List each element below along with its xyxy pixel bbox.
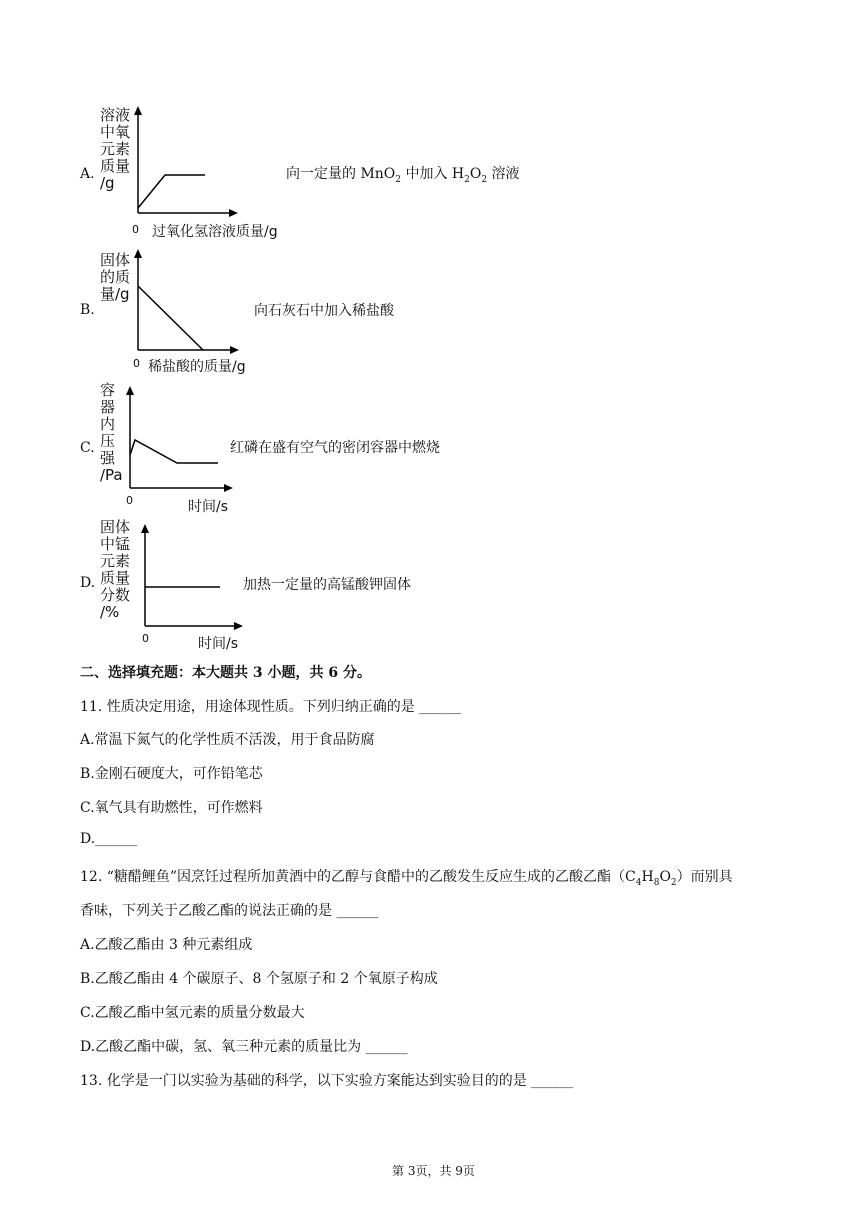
graph-b-origin: 0	[133, 357, 140, 370]
graph-d-x-arrow	[234, 622, 243, 630]
option-b-label: B.	[80, 302, 95, 318]
q12-stem-line2: 香味，下列关于乙酸乙酯的说法正确的是 ______	[80, 903, 379, 919]
q11-stem: 11. 性质决定用途，用途体现性质。下列归纳正确的是 ______	[80, 699, 462, 715]
graph-c-y-arrow	[126, 386, 134, 395]
graph-d-description: 加热一定量的高锰酸钾固体	[243, 577, 411, 593]
graph-a-ylabel: 溶液 中氧 元素 质量 /g	[100, 106, 131, 192]
graph-b-description: 向石灰石中加入稀盐酸	[254, 303, 394, 319]
section-heading: 二、选择填充题：本大题共 3 小题，共 6 分。	[80, 665, 371, 681]
graph-c-description: 红磷在盛有空气的密闭容器中燃烧	[230, 440, 440, 456]
graph-b-ylabel: 固体 的质 量/g	[100, 251, 131, 303]
graph-d-origin: 0	[142, 632, 149, 645]
graph-d-xlabel: 时间/s	[198, 636, 239, 652]
q12-stem-line1: 12. “糖醋鲤鱼”因烹饪过程所加黄酒中的乙醇与食醋中的乙酸发生反应生成的乙酸乙酯$(C_4H_8O_2)$而别具	[80, 869, 733, 888]
graph-b-curve	[138, 286, 203, 350]
graph-a-origin: 0	[132, 223, 139, 236]
page-footer: 第 3页，共 9页	[392, 1164, 475, 1178]
q11-option-a: A.常温下氮气的化学性质不活泼，用于食品防腐	[80, 732, 375, 748]
graph-c-origin: 0	[126, 494, 133, 507]
graph-c-ylabel: 容 器 内 压 强 /Pa	[100, 381, 123, 484]
q11-option-d: D.______	[80, 831, 138, 847]
graph-c-xlabel: 时间/s	[188, 499, 229, 515]
option-d-label: D.	[80, 575, 96, 591]
graph-c-x-arrow	[224, 484, 233, 492]
graph-a-y-arrow	[134, 106, 142, 115]
q12-option-a: A.乙酸乙酯由 3 种元素组成	[80, 937, 253, 953]
graph-a-x-arrow	[229, 209, 238, 217]
option-a-label: A.	[80, 166, 95, 182]
q11-option-b: B.金刚石硬度大，可作铅笔芯	[80, 766, 263, 782]
q12-option-c: C.乙酸乙酯中氢元素的质量分数最大	[80, 1005, 305, 1021]
q11-option-c: C.氧气具有助燃性，可作燃料	[80, 800, 263, 816]
graph-a-description: 向一定量的 MnO$_2$ 中加入 $H_2O_2$ 溶液	[286, 166, 520, 185]
graph-d-ylabel: 固体 中锰 元素 质量 分数 /%	[100, 518, 131, 621]
graph-b-x-arrow	[230, 346, 239, 354]
graph-b	[115, 248, 245, 358]
option-c-label: C.	[80, 440, 95, 456]
graph-c-curve	[130, 440, 218, 463]
graph-d-y-arrow	[141, 524, 149, 533]
q13-stem: 13. 化学是一门以实验为基础的科学，以下实验方案能达到实验目的的是 ______	[80, 1073, 574, 1089]
graph-c	[115, 385, 240, 495]
q12-option-b: B.乙酸乙酯由 4 个碳原子、8 个氢原子和 2 个氧原子构成	[80, 971, 438, 987]
graph-a-xlabel: 过氧化氢溶液质量/g	[152, 224, 278, 240]
q12-option-d: D.乙酸乙酯中碳，氢、氧三种元素的质量比为 ______	[80, 1039, 408, 1055]
graph-d	[130, 523, 250, 633]
graph-b-xlabel: 稀盐酸的质量/g	[148, 359, 246, 375]
graph-a	[125, 105, 245, 220]
graph-a-curve	[138, 175, 205, 208]
graph-b-y-arrow	[134, 249, 142, 258]
